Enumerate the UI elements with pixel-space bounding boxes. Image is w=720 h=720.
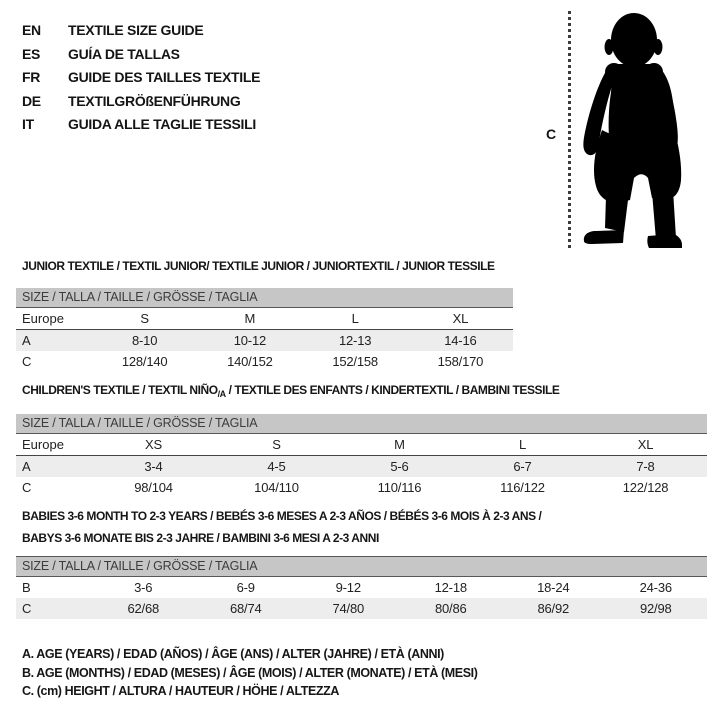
size-cell: 6-7 (513, 459, 532, 474)
size-cell: 6-9 (236, 580, 255, 595)
size-cell: 5-6 (390, 459, 409, 474)
language-list (22, 19, 260, 137)
size-cell: 116/122 (500, 480, 545, 495)
row-label: Europe (22, 311, 64, 326)
footnotes (22, 645, 478, 701)
language-row-fr (22, 66, 260, 90)
ear-left (605, 39, 614, 55)
language-title: GUIDE DES TAILLES TEXTILE (68, 69, 261, 85)
row-label: C (22, 354, 32, 369)
size-cell: 7-8 (636, 459, 655, 474)
size-cell: 68/74 (229, 601, 262, 616)
size-cell: S (272, 437, 281, 452)
table-row-age (16, 456, 707, 477)
toddler-silhouette (578, 8, 690, 252)
size-table-children (16, 414, 707, 498)
size-cell: 140/152 (227, 354, 273, 369)
table-row-height (16, 598, 707, 619)
heading-text: / TEXTILE DES ENFANTS / KINDERTEXTIL / BAMBINI TESSILE (225, 383, 560, 397)
size-cell: 80/86 (434, 601, 467, 616)
height-marker-dotted-line (568, 11, 571, 250)
size-table-junior (16, 288, 513, 372)
height-label: C (546, 126, 557, 142)
size-cell: L (351, 311, 359, 326)
heading-text: CHILDREN'S TEXTILE / TEXTIL NIÑO (22, 383, 218, 397)
size-cell: XL (452, 311, 469, 326)
section-heading-junior: JUNIOR TEXTILE / TEXTIL JUNIOR/ TEXTILE JUNIOR / JUNIORTEXTIL / JUNIOR TESSILE (22, 259, 495, 273)
size-cell: 74/80 (332, 601, 365, 616)
language-title: TEXTILE SIZE GUIDE (68, 22, 204, 38)
size-cell: 104/110 (254, 480, 299, 495)
row-label: Europe (22, 437, 64, 452)
table-row-height (16, 477, 707, 498)
table-row-age (16, 330, 513, 351)
table-row-months (16, 577, 707, 598)
size-cell: XS (145, 437, 162, 452)
row-label: C (22, 601, 32, 616)
size-cell: 3-4 (144, 459, 163, 474)
size-cell: 98/104 (134, 480, 173, 495)
size-cell: 158/170 (437, 354, 484, 369)
size-cell: 128/140 (121, 354, 168, 369)
heading-line: BABIES 3-6 MONTH TO 2-3 YEARS / BEBÉS 3-6 MESES A 2-3 AÑOS / BÉBÉS 3-6 MOIS À 2-3 ANS / (22, 509, 542, 523)
size-cell: 8-10 (132, 333, 158, 348)
table-row-height (16, 351, 513, 372)
size-cell: 9-12 (335, 580, 361, 595)
size-cell: 10-12 (233, 333, 266, 348)
size-cell: 18-24 (537, 580, 570, 595)
size-cell: 12-18 (434, 580, 467, 595)
language-row-en (22, 19, 260, 43)
table-row-europe (16, 308, 513, 330)
language-code: ES (22, 45, 41, 62)
size-cell: S (140, 311, 149, 326)
section-heading-babies (22, 505, 682, 549)
row-label: B (22, 580, 31, 595)
size-cell: 152/158 (332, 354, 378, 369)
row-label: C (22, 480, 32, 495)
language-row-es (22, 43, 260, 67)
language-title: TEXTILGRÖßENFÜHRUNG (68, 92, 241, 109)
language-code: IT (22, 116, 34, 132)
footnote-a: A. AGE (YEARS) / EDAD (AÑOS) / ÂGE (ANS) / ALTER (JAHRE) / ETÀ (ANNI) (22, 647, 444, 661)
language-row-de (22, 90, 260, 114)
size-cell: 110/116 (377, 480, 422, 495)
size-cell: L (518, 437, 527, 452)
ear-right (654, 39, 663, 55)
table-header-bar: SIZE / TALLA / TAILLE / GRÖSSE / TAGLIA (16, 414, 707, 434)
row-label: A (22, 459, 31, 474)
section-heading-children (22, 383, 559, 399)
language-row-it (22, 113, 260, 137)
language-code: DE (22, 92, 41, 109)
table-row-europe (16, 434, 707, 456)
heading-line: BABYS 3-6 MONATE BIS 2-3 JAHRE / BAMBINI 3-6 MESI A 2-3 ANNI (22, 531, 379, 545)
size-table-babies (16, 556, 707, 619)
size-cell: 24-36 (639, 580, 672, 595)
size-cell: XL (637, 437, 654, 452)
language-title: GUÍA DE TALLAS (68, 45, 180, 62)
size-cell: 4-5 (267, 459, 286, 474)
table-header-bar: SIZE / TALLA / TAILLE / GRÖSSE / TAGLIA (16, 288, 513, 308)
size-cell: M (244, 311, 256, 326)
size-cell: M (394, 437, 405, 452)
size-cell: 14-16 (444, 333, 477, 348)
size-cell: 122/128 (622, 480, 669, 495)
language-code: EN (22, 22, 41, 38)
heading-subscript: /A (217, 389, 226, 399)
size-cell: 92/98 (639, 601, 672, 616)
size-cell: 62/68 (127, 601, 160, 616)
footnote-c: C. (cm) HEIGHT / ALTURA / HAUTEUR / HÖHE / ALTEZZA (22, 684, 340, 698)
footnote-b: B. AGE (MONTHS) / EDAD (MESES) / ÂGE (MOIS) / ALTER (MONATE) / ETÀ (MESI) (22, 665, 478, 680)
table-header-bar: SIZE / TALLA / TAILLE / GRÖSSE / TAGLIA (16, 556, 707, 577)
language-title: GUIDA ALLE TAGLIE TESSILI (68, 116, 256, 132)
size-cell: 3-6 (134, 580, 153, 595)
language-code: FR (22, 69, 41, 85)
size-cell: 12-13 (339, 333, 372, 348)
row-label: A (22, 333, 31, 348)
size-cell: 86/92 (537, 601, 570, 616)
